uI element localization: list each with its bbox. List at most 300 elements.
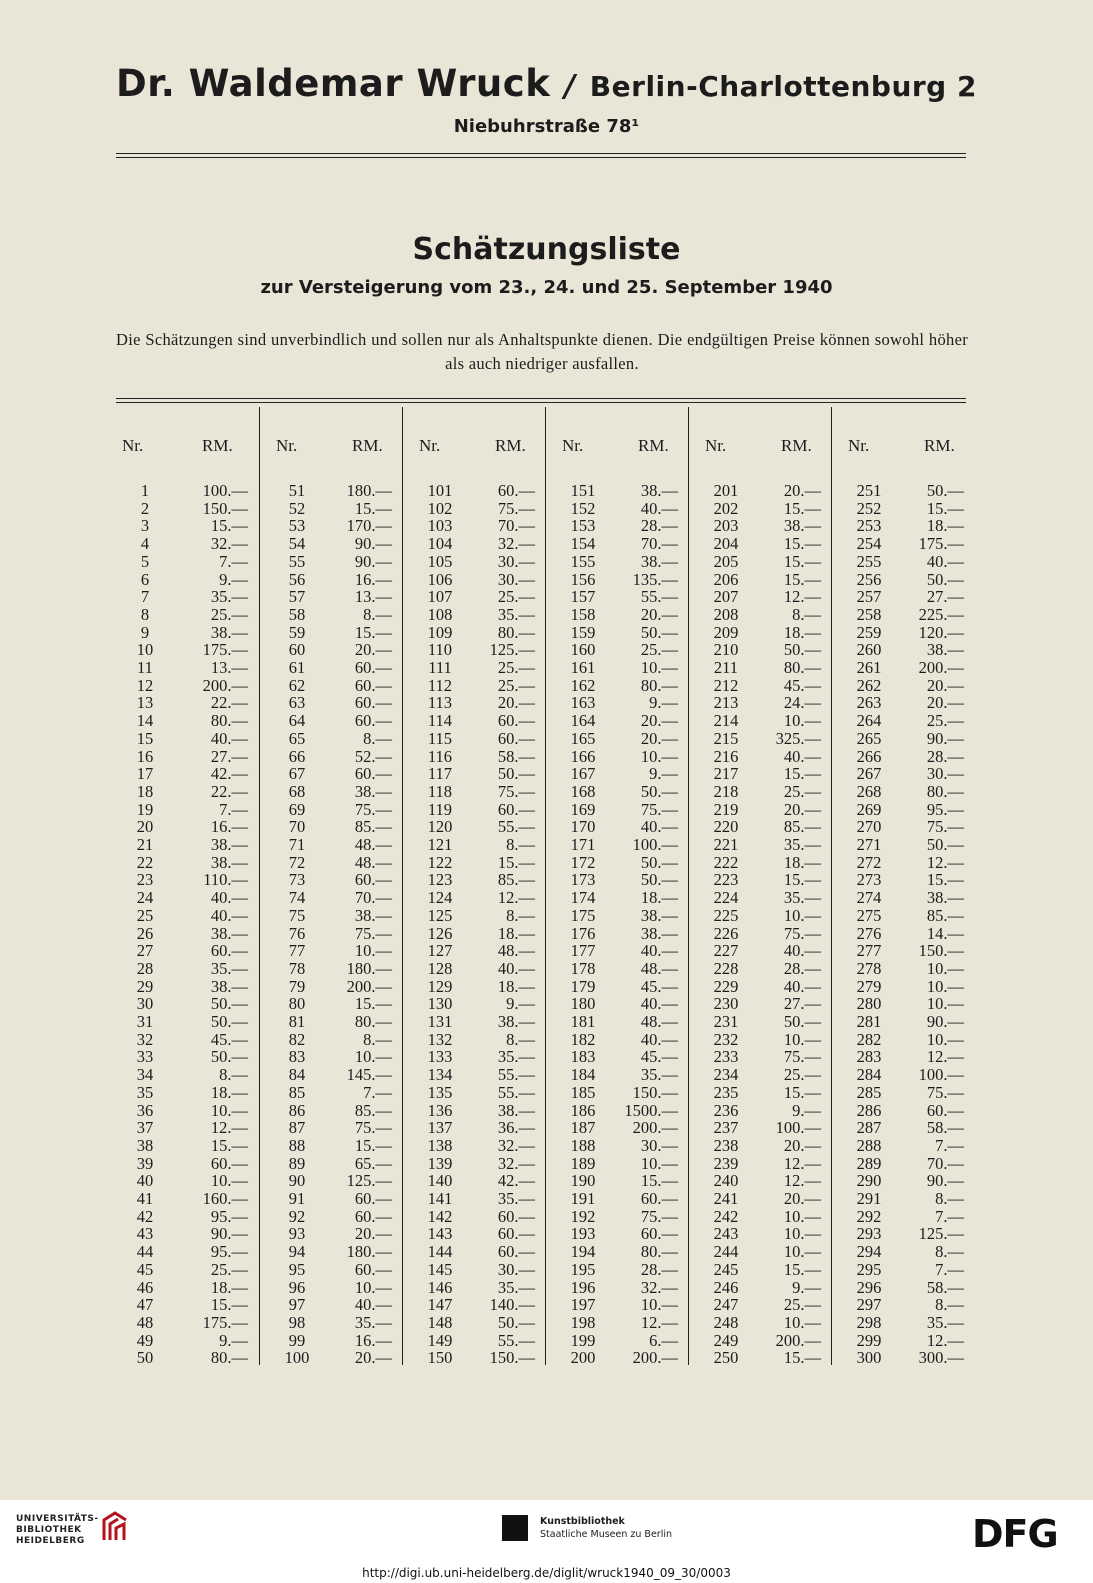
lot-number: 146 [427,1277,453,1297]
table-row [403,1225,546,1243]
lot-number: 119 [427,799,453,819]
estimate-value: 40.— [640,941,678,961]
column-header-nr: Nr. [419,436,441,455]
table-row [689,1261,832,1279]
table-row [832,482,975,500]
lot-number: 193 [570,1224,596,1244]
lot-number: 233 [713,1047,739,1067]
estimate-value: 15.— [926,870,964,890]
lot-number: 208 [713,604,739,624]
column-header-rm: RM. [352,436,383,455]
lot-number: 42 [136,1206,154,1226]
lot-number: 66 [288,746,306,766]
estimate-value: 38.— [640,905,678,925]
lot-number: 117 [427,764,453,784]
estimate-value: 40.— [210,888,248,908]
column-header-nr: Nr. [276,436,298,455]
estimate-value: 38.— [926,640,964,660]
lot-number: 275 [856,905,882,925]
table-row [546,748,689,766]
lot-number: 182 [570,1029,596,1049]
table-row [116,1102,259,1120]
estimate-value: 10.— [783,1206,821,1226]
table-row [546,553,689,571]
column-header-nr: Nr. [848,436,870,455]
table-row [546,1243,689,1261]
lot-number: 4 [140,534,150,554]
table-row [546,1102,689,1120]
estimate-value: 12.— [640,1312,678,1332]
lot-number: 115 [427,728,453,748]
table-row [546,1261,689,1279]
estimate-value: 100.— [775,1118,821,1138]
estimate-value: 60.— [354,1259,392,1279]
estimate-value: 18.— [497,923,535,943]
table-row [546,942,689,960]
table-row [546,1296,689,1314]
table-row [832,571,975,589]
lot-number: 207 [713,587,739,607]
estimate-value: 70.— [497,516,535,536]
table-row [116,1190,259,1208]
estimate-value: 32.— [497,1153,535,1173]
table-row [403,978,546,996]
table-row [832,836,975,854]
estimate-value: 32.— [210,534,248,554]
estimate-value: 15.— [783,1259,821,1279]
lot-number: 96 [288,1277,306,1297]
table-row [403,712,546,730]
lot-number: 241 [713,1189,739,1208]
lot-number: 242 [713,1206,739,1226]
table-row [689,1225,832,1243]
lot-number: 27 [136,941,154,961]
lot-number: 13 [136,693,154,713]
lot-number: 97 [288,1295,306,1315]
table-row [403,1013,546,1031]
lot-number: 135 [427,1082,453,1102]
estimate-value: 35.— [497,604,535,624]
separator: / [564,69,576,104]
lot-number: 73 [288,870,306,890]
lot-number: 258 [856,604,882,624]
lot-number: 18 [136,781,154,801]
estimate-value: 25.— [783,1295,821,1315]
lot-number: 26 [136,923,154,943]
lot-number: 47 [136,1295,154,1315]
estimate-value: 75.— [354,799,392,819]
table-row [403,606,546,624]
estimate-value: 150.— [202,498,248,518]
estimate-value: 75.— [497,781,535,801]
lot-number: 199 [570,1330,596,1350]
estimate-value: 10.— [783,905,821,925]
estimate-value: 150.— [918,941,964,961]
table-row [116,765,259,783]
lot-number: 140 [427,1171,453,1191]
table-row [403,854,546,872]
table-row [116,1243,259,1261]
estimate-value: 55.— [497,1330,535,1350]
table-row [689,1119,832,1137]
lot-number: 247 [713,1295,739,1315]
estimate-value: 50.— [783,1012,821,1031]
lot-number: 28 [136,958,154,978]
estimate-value: 8.— [363,728,392,748]
lot-number: 131 [427,1012,453,1031]
lot-number: 59 [288,622,306,642]
table-row [546,730,689,748]
lot-number: 161 [570,658,596,677]
table-row [832,606,975,624]
estimate-value: 28.— [640,1259,678,1279]
lot-number: 52 [288,498,306,518]
estimate-value: 95.— [926,799,964,819]
lot-number: 272 [856,852,882,872]
estimate-value: 9.— [219,569,248,589]
lot-number: 142 [427,1206,453,1226]
estimate-value: 12.— [926,1330,964,1350]
lot-number: 86 [288,1100,306,1120]
estimate-value: 27.— [926,587,964,607]
table-row [832,1261,975,1279]
estimate-value: 8.— [506,1029,535,1049]
lot-number: 248 [713,1312,739,1332]
page-subtitle: zur Versteigerung vom 23., 24. und 25. September 1940 [260,277,833,298]
lot-number: 61 [288,658,306,677]
estimate-value: 9.— [219,1330,248,1350]
estimate-value: 18.— [783,622,821,642]
lot-number: 7 [140,587,150,607]
lot-number: 121 [427,835,453,854]
lot-number: 98 [288,1312,306,1332]
lot-number: 106 [427,569,453,589]
estimate-value: 45.— [640,1047,678,1067]
lot-number: 197 [570,1295,596,1315]
lot-number: 136 [427,1100,453,1120]
lot-number: 143 [427,1224,453,1244]
estimate-value: 14.— [926,923,964,943]
estimate-value: 60.— [354,870,392,890]
table-row [546,1225,689,1243]
table-row [689,836,832,854]
lot-number: 190 [570,1171,596,1191]
estimate-value: 20.— [783,481,821,500]
lot-number: 82 [288,1029,306,1049]
estimate-value: 9.— [506,994,535,1014]
estimate-value: 10.— [640,1295,678,1315]
lot-number: 292 [856,1206,882,1226]
lot-number: 198 [570,1312,596,1332]
lot-number: 144 [427,1242,453,1262]
estimate-value: 110.— [203,870,248,890]
lot-number: 158 [570,604,596,624]
estimate-value: 175.— [918,534,964,554]
estimate-value: 150.— [632,1082,678,1102]
table-row [403,818,546,836]
estimate-value: 12.— [926,852,964,872]
estimate-value: 30.— [497,1259,535,1279]
lot-number: 48 [136,1312,154,1332]
estimate-value: 15.— [497,852,535,872]
estimate-value: 60.— [497,799,535,819]
table-row [546,836,689,854]
estimate-value: 200.— [346,976,392,996]
estimate-value: 10.— [783,1312,821,1332]
estimate-value: 12.— [926,1047,964,1067]
table-row [260,978,403,996]
lot-number: 230 [713,994,739,1014]
table-row [832,925,975,943]
lot-number: 194 [570,1242,596,1262]
table-row [689,1031,832,1049]
table-row [260,1013,403,1031]
estimate-value: 200.— [632,1118,678,1138]
table-row [832,1048,975,1066]
estimate-value: 25.— [926,711,964,731]
lot-number: 290 [856,1171,882,1191]
column-header-nr: Nr. [705,436,727,455]
table-row [546,1172,689,1190]
estimate-value: 40.— [640,498,678,518]
estimate-value: 90.— [926,1012,964,1031]
lot-number: 203 [713,516,739,536]
table-row [689,1243,832,1261]
estimate-value: 48.— [640,1012,678,1031]
estimate-value: 60.— [354,764,392,784]
table-row [116,694,259,712]
table-row [689,1084,832,1102]
estimate-value: 75.— [640,1206,678,1226]
lot-number: 176 [570,923,596,943]
table-row [116,712,259,730]
estimate-value: 12.— [783,1153,821,1173]
estimate-value: 35.— [497,1277,535,1297]
estimate-value: 10.— [783,711,821,731]
table-row [116,748,259,766]
ub-heidelberg-label [16,1514,99,1547]
lot-number: 271 [856,835,882,854]
estimate-value: 75.— [926,1082,964,1102]
table-row [832,712,975,730]
estimate-value: 12.— [210,1118,248,1138]
estimate-value: 38.— [926,888,964,908]
lot-number: 138 [427,1135,453,1155]
lot-number: 57 [288,587,306,607]
lot-number: 37 [136,1118,154,1138]
estimate-value: 48.— [497,941,535,961]
table-row [116,641,259,659]
estimate-value: 20.— [783,1135,821,1155]
estimate-value: 10.— [926,1029,964,1049]
lot-number: 254 [856,534,882,554]
lot-number: 95 [288,1259,306,1279]
lot-number: 69 [288,799,306,819]
estimate-value: 35.— [210,587,248,607]
lot-number: 267 [856,764,882,784]
lot-number: 237 [713,1118,739,1138]
lot-number: 41 [136,1189,154,1208]
table-row [403,1279,546,1297]
table-row [116,942,259,960]
lot-number: 78 [288,958,306,978]
table-row [403,1208,546,1226]
estimate-value: 35.— [783,835,821,854]
lot-number: 63 [288,693,306,713]
lot-number: 145 [427,1259,453,1279]
lot-number: 155 [570,551,596,571]
lot-number: 118 [427,781,453,801]
lot-number: 35 [136,1082,154,1102]
table-row [116,624,259,642]
lot-number: 201 [713,481,739,500]
estimate-value: 10.— [640,746,678,766]
estimate-column [831,407,975,1368]
estimate-value: 100.— [202,481,248,500]
estimate-value: 35.— [926,1312,964,1332]
lot-number: 167 [570,764,596,784]
estimate-value: 80.— [640,1242,678,1262]
estimate-value: 35.— [354,1312,392,1332]
lot-number: 293 [856,1224,882,1244]
lot-number: 273 [856,870,882,890]
lot-number: 259 [856,622,882,642]
table-row [116,730,259,748]
table-row [689,1349,832,1367]
table-row [689,482,832,500]
estimate-value: 10.— [926,958,964,978]
lot-number: 137 [427,1118,453,1138]
estimate-value: 16.— [210,817,248,837]
table-row [546,1349,689,1367]
table-row [832,995,975,1013]
table-row [116,783,259,801]
estimate-value: 50.— [640,622,678,642]
table-row [116,1225,259,1243]
table-row [689,765,832,783]
lot-number: 93 [288,1224,306,1244]
table-row [832,801,975,819]
lot-number: 192 [570,1206,596,1226]
estimate-value: 75.— [783,1047,821,1067]
table-row [689,1155,832,1173]
lot-number: 287 [856,1118,882,1138]
estimate-value: 60.— [497,1242,535,1262]
estimate-value: 145.— [346,1065,392,1085]
lot-number: 6 [140,569,150,589]
table-row [546,871,689,889]
table-row [546,889,689,907]
lot-number: 45 [136,1259,154,1279]
lot-number: 44 [136,1242,154,1262]
estimate-table [116,407,966,1368]
table-row [260,553,403,571]
lot-number: 83 [288,1047,306,1067]
table-row [689,995,832,1013]
lot-number: 156 [570,569,596,589]
lot-number: 187 [570,1118,596,1138]
table-row [116,571,259,589]
lot-number: 185 [570,1082,596,1102]
table-row [403,535,546,553]
table-row [260,1243,403,1261]
table-row [546,659,689,677]
estimate-value: 48.— [354,852,392,872]
table-row [689,1137,832,1155]
estimate-value: 8.— [935,1242,964,1262]
lot-number: 123 [427,870,453,890]
table-row [689,854,832,872]
estimate-value: 8.— [219,1065,248,1085]
lot-number: 3 [140,516,150,536]
table-row [403,1172,546,1190]
lot-number: 39 [136,1153,154,1173]
ub-line-1: UNIVERSITÄTS- [16,1514,99,1524]
lot-number: 205 [713,551,739,571]
table-row [832,659,975,677]
table-row [689,1066,832,1084]
table-row [260,500,403,518]
estimate-value: 90.— [926,1171,964,1191]
lot-number: 215 [713,728,739,748]
lot-number: 90 [288,1171,306,1191]
table-row [546,500,689,518]
table-row [116,1332,259,1350]
estimate-value: 70.— [926,1153,964,1173]
table-row [832,1243,975,1261]
estimate-value: 38.— [640,481,678,500]
table-row [832,641,975,659]
table-row [689,588,832,606]
estimate-value: 25.— [210,604,248,624]
estimate-value: 60.— [354,711,392,731]
estimate-value: 22.— [210,781,248,801]
estimate-value: 90.— [354,551,392,571]
lot-number: 181 [570,1012,596,1031]
table-row [260,624,403,642]
lot-number: 251 [856,481,882,500]
estimate-value: 38.— [354,905,392,925]
estimate-value: 170.— [346,516,392,536]
table-row [116,836,259,854]
table-row [689,500,832,518]
table-row [403,1102,546,1120]
lot-number: 150 [427,1348,453,1368]
estimate-value: 50.— [926,835,964,854]
table-row [260,1031,403,1049]
table-row [403,1190,546,1208]
column-header-rm: RM. [495,436,526,455]
table-row [260,641,403,659]
estimate-value: 7.— [219,551,248,571]
estimate-value: 45.— [783,675,821,695]
table-row [403,1243,546,1261]
estimate-value: 95.— [210,1206,248,1226]
estimate-value: 60.— [354,1189,392,1208]
lot-number: 269 [856,799,882,819]
table-row [689,712,832,730]
estimate-value: 10.— [354,941,392,961]
estimate-value: 70.— [640,534,678,554]
table-row [116,1349,259,1367]
lot-number: 245 [713,1259,739,1279]
dealer-line [0,62,1093,105]
estimate-value: 75.— [354,923,392,943]
estimate-value: 27.— [783,994,821,1014]
lot-number: 124 [427,888,453,908]
estimate-value: 38.— [210,835,248,854]
lot-number: 186 [570,1100,596,1120]
